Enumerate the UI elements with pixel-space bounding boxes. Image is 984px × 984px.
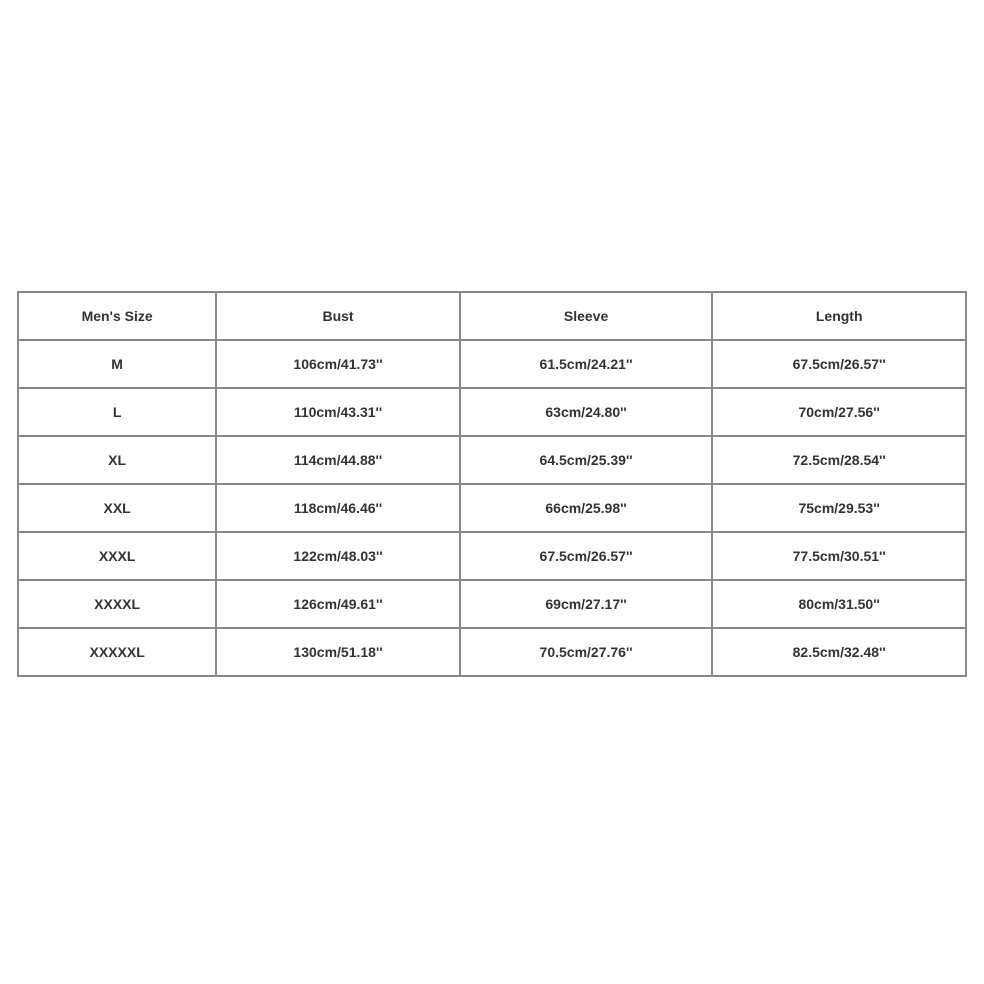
size-cell: XXXL xyxy=(18,532,216,580)
sleeve-cell: 66cm/25.98'' xyxy=(460,484,713,532)
size-cell: M xyxy=(18,340,216,388)
header-size: Men's Size xyxy=(18,292,216,340)
bust-cell: 126cm/49.61'' xyxy=(216,580,460,628)
header-length: Length xyxy=(712,292,966,340)
sleeve-cell: 69cm/27.17'' xyxy=(460,580,713,628)
sleeve-cell: 70.5cm/27.76'' xyxy=(460,628,713,676)
table-row xyxy=(18,580,966,628)
table-row xyxy=(18,340,966,388)
header-bust: Bust xyxy=(216,292,460,340)
length-cell: 67.5cm/26.57'' xyxy=(712,340,966,388)
size-cell: XXL xyxy=(18,484,216,532)
size-chart-table xyxy=(17,291,967,677)
table-body xyxy=(18,340,966,676)
bust-cell: 106cm/41.73'' xyxy=(216,340,460,388)
bust-cell: 130cm/51.18'' xyxy=(216,628,460,676)
header-row xyxy=(18,292,966,340)
table-row xyxy=(18,532,966,580)
size-cell: XXXXL xyxy=(18,580,216,628)
header-sleeve: Sleeve xyxy=(460,292,713,340)
table-row xyxy=(18,436,966,484)
length-cell: 77.5cm/30.51'' xyxy=(712,532,966,580)
table-header xyxy=(18,292,966,340)
table-row xyxy=(18,388,966,436)
length-cell: 72.5cm/28.54'' xyxy=(712,436,966,484)
bust-cell: 114cm/44.88'' xyxy=(216,436,460,484)
table-row xyxy=(18,484,966,532)
sleeve-cell: 61.5cm/24.21'' xyxy=(460,340,713,388)
size-cell: XXXXXL xyxy=(18,628,216,676)
length-cell: 80cm/31.50'' xyxy=(712,580,966,628)
length-cell: 70cm/27.56'' xyxy=(712,388,966,436)
table-row xyxy=(18,628,966,676)
bust-cell: 118cm/46.46'' xyxy=(216,484,460,532)
sleeve-cell: 63cm/24.80'' xyxy=(460,388,713,436)
size-cell: XL xyxy=(18,436,216,484)
size-cell: L xyxy=(18,388,216,436)
bust-cell: 110cm/43.31'' xyxy=(216,388,460,436)
sleeve-cell: 67.5cm/26.57'' xyxy=(460,532,713,580)
bust-cell: 122cm/48.03'' xyxy=(216,532,460,580)
length-cell: 82.5cm/32.48'' xyxy=(712,628,966,676)
sleeve-cell: 64.5cm/25.39'' xyxy=(460,436,713,484)
length-cell: 75cm/29.53'' xyxy=(712,484,966,532)
